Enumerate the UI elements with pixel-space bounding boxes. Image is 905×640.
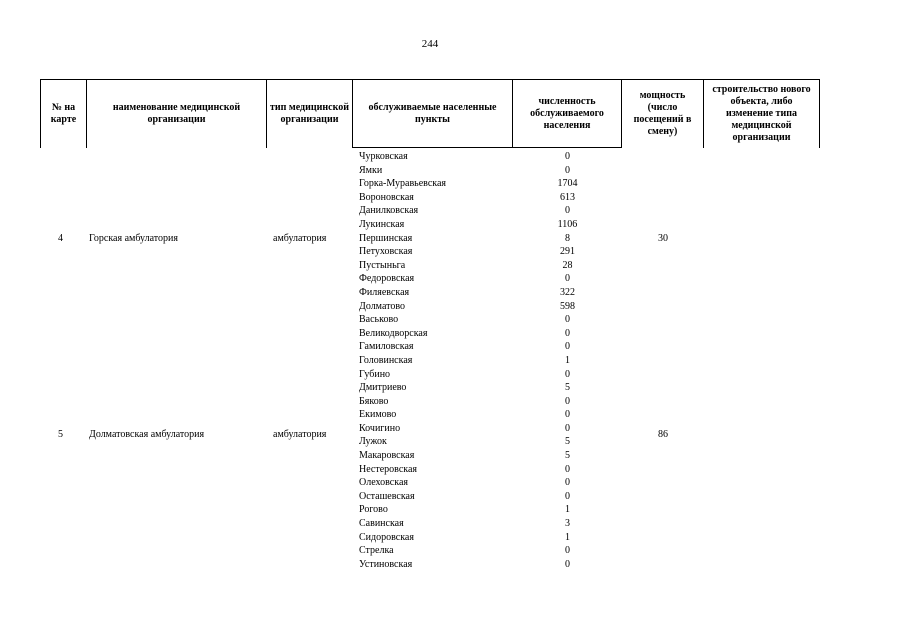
town-population: 3 bbox=[565, 518, 570, 530]
town-population: 28 bbox=[562, 259, 573, 271]
org-5-type: амбулатория bbox=[273, 429, 327, 440]
town-population: 0 bbox=[565, 545, 570, 557]
town-population: 0 bbox=[565, 463, 570, 475]
town-population: 5 bbox=[565, 436, 570, 448]
town-name: Савинская bbox=[359, 518, 404, 530]
town-population: 0 bbox=[565, 477, 570, 489]
org-4-name: Горская амбулатория bbox=[89, 233, 178, 244]
town-population: 1 bbox=[565, 504, 570, 516]
town-population: 1 bbox=[565, 354, 570, 366]
org-5-name: Долматовская амбулатория bbox=[89, 429, 205, 440]
page-number: 244 bbox=[421, 38, 439, 50]
town-name: Лукинская bbox=[359, 218, 405, 230]
town-name: Губино bbox=[359, 368, 391, 380]
town-name: Лужок bbox=[359, 436, 387, 448]
org-4-capacity: 30 bbox=[658, 233, 668, 244]
town-name: Горка-Муравьевская bbox=[359, 178, 447, 190]
town-name: Васьково bbox=[359, 314, 399, 326]
town-population: 0 bbox=[565, 490, 570, 502]
town-population: 0 bbox=[565, 341, 570, 353]
town-population: 0 bbox=[565, 558, 570, 570]
town-name: Ямки bbox=[359, 164, 383, 176]
town-population: 1704 bbox=[557, 178, 578, 190]
town-population: 0 bbox=[565, 368, 570, 380]
town-name: Дмитриево bbox=[359, 382, 407, 394]
town-name: Вороновская bbox=[359, 191, 414, 203]
header-towns: обслуживаемые населенные пункты bbox=[352, 79, 512, 148]
town-population: 1 bbox=[565, 531, 570, 543]
town-name: Кочигино bbox=[359, 422, 401, 434]
town-name: Данилковская bbox=[359, 205, 419, 217]
town-name: Долматово bbox=[359, 300, 406, 312]
header-name: наименование медицинской организации bbox=[86, 79, 266, 148]
town-population: 598 bbox=[560, 300, 575, 312]
town-name: Петуховская bbox=[359, 246, 413, 258]
town-name: Екимово bbox=[359, 409, 397, 421]
town-population: 5 bbox=[565, 450, 570, 462]
town-name: Стрелка bbox=[359, 545, 394, 557]
town-name: Гамиловская bbox=[359, 341, 414, 353]
town-name: Головинская bbox=[359, 354, 413, 366]
town-population: 0 bbox=[565, 314, 570, 326]
town-name: Великодворская bbox=[359, 327, 428, 339]
town-population: 0 bbox=[565, 409, 570, 421]
town-population: 0 bbox=[565, 422, 570, 434]
town-population: 5 bbox=[565, 382, 570, 394]
table-header bbox=[40, 79, 820, 148]
town-population: 0 bbox=[565, 273, 570, 285]
town-population: 1106 bbox=[557, 218, 578, 230]
org-4-type: амбулатория bbox=[273, 233, 327, 244]
town-name: Макаровская bbox=[359, 450, 415, 462]
header-type: тип медицинской организации bbox=[266, 79, 352, 148]
town-population: 322 bbox=[560, 286, 575, 298]
town-population: 8 bbox=[565, 232, 570, 244]
town-population: 0 bbox=[565, 164, 570, 176]
town-name: Устиновская bbox=[359, 558, 413, 570]
header-num: № на карте bbox=[40, 79, 86, 148]
header-construction: строительство нового объекта, либо изменение типа медицинской организации bbox=[703, 79, 820, 148]
town-name: Нестеровская bbox=[359, 463, 418, 475]
town-name: Пустыньга bbox=[359, 259, 406, 271]
town-population: 0 bbox=[565, 395, 570, 407]
town-population: 0 bbox=[565, 205, 570, 217]
town-name: Бяково bbox=[359, 395, 389, 407]
town-name: Олеховская bbox=[359, 477, 408, 489]
header-population: численность обслуживаемого населения bbox=[512, 79, 621, 148]
town-name: Чурковская bbox=[359, 151, 408, 162]
town-name: Рогово bbox=[359, 504, 388, 516]
town-population: 291 bbox=[560, 246, 575, 258]
org-4-num: 4 bbox=[58, 233, 63, 244]
town-name: Филяевская bbox=[359, 286, 410, 298]
org-5-capacity: 86 bbox=[658, 429, 668, 440]
town-name: Сидоровская bbox=[359, 531, 414, 543]
town-name: Федоровская bbox=[359, 273, 415, 285]
town-population: 0 bbox=[565, 327, 570, 339]
town-name: Осташевская bbox=[359, 490, 415, 502]
header-capacity: мощность (число посещений в смену) bbox=[621, 79, 703, 148]
org-5-num: 5 bbox=[58, 429, 63, 440]
towns-list bbox=[359, 150, 509, 571]
town-name: Першинская bbox=[359, 232, 413, 244]
town-population: 613 bbox=[560, 191, 575, 203]
town-population: 0 bbox=[565, 151, 570, 162]
population-list bbox=[513, 150, 622, 571]
